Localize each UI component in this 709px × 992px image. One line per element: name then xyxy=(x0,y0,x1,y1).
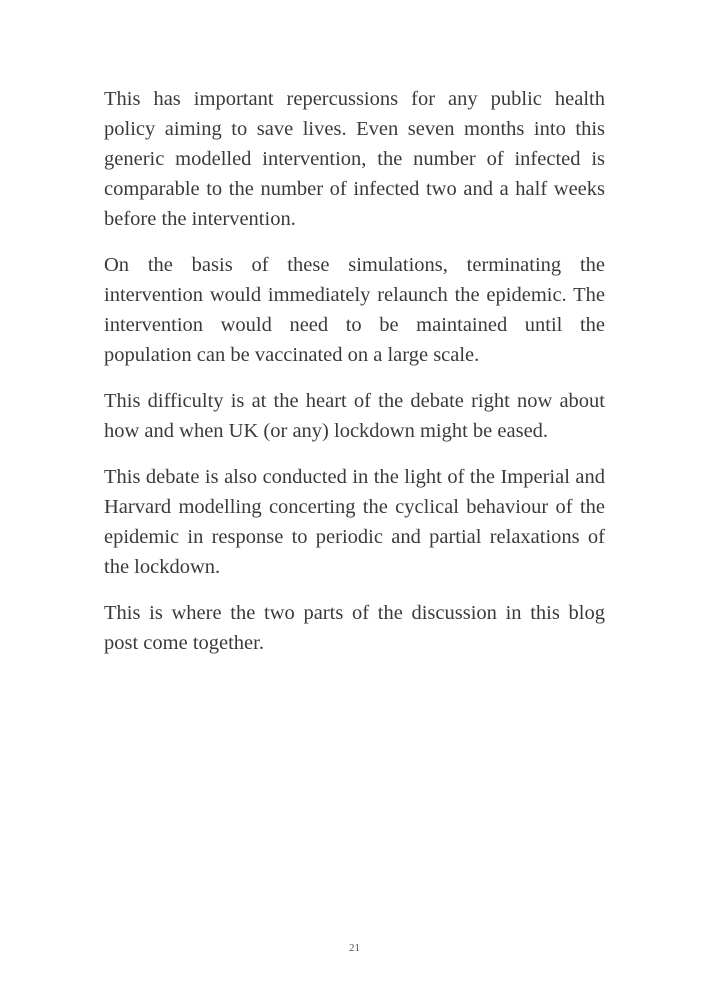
paragraph-2: On the basis of these simulations, terminating the intervention would immediately relaunch the epidemic. The intervention would need to be maintained until the population can be vaccinated on a large scale. xyxy=(104,254,605,366)
body-text xyxy=(104,84,605,674)
paragraph-3: This difficulty is at the heart of the debate right now about how and when UK (or any) lockdown might be eased. xyxy=(104,390,605,442)
page-number: 21 xyxy=(349,942,360,954)
paragraph-1: This has important repercussions for any public health policy aiming to save lives. Even seven months into this generic modelled intervention, the number of infected is comparable to the number of infected two and a half weeks before the intervention. xyxy=(104,88,605,230)
paragraph-4: This debate is also conducted in the light of the Imperial and Harvard modelling concerting the cyclical behaviour of the epidemic in response to periodic and partial relaxations of the lockdown. xyxy=(104,466,605,578)
paragraph-5: This is where the two parts of the discussion in this blog post come together. xyxy=(104,602,605,654)
